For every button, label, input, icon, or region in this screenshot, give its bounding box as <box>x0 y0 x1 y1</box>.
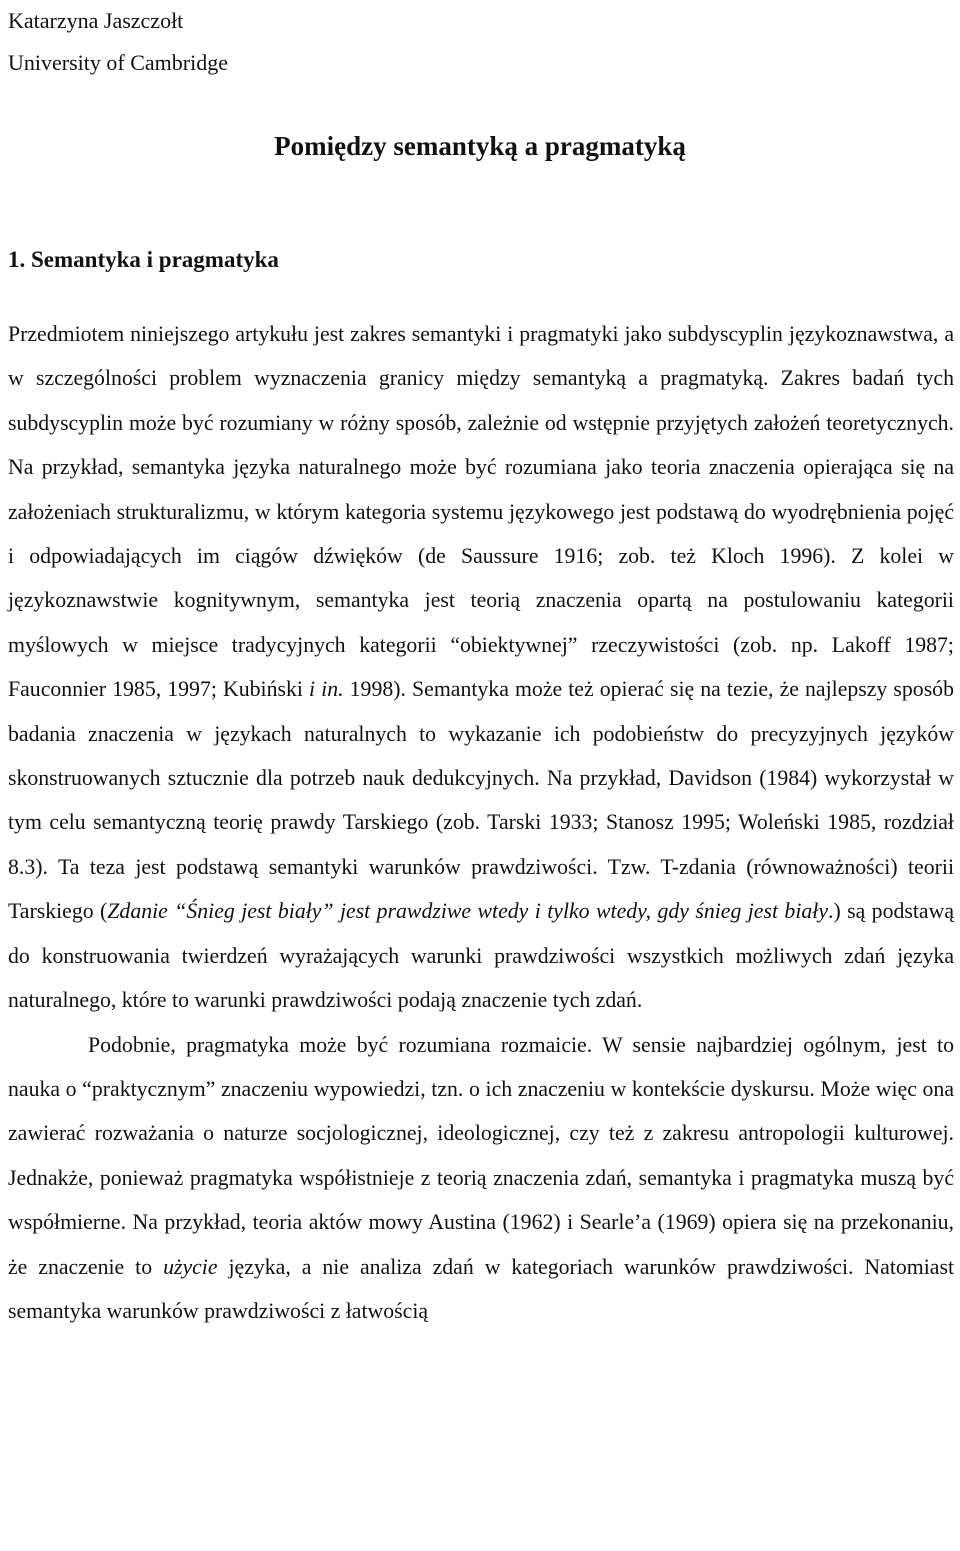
paragraph-1-italic-b: Zdanie “Śnieg jest biały” jest prawdziwe wtedy i tylko wtedy, gdy śnieg jest biały <box>107 899 828 924</box>
paragraph-2-italic: użycie <box>163 1254 218 1279</box>
paragraph-1 <box>8 312 954 1023</box>
paragraph-1-text-a: Przedmiotem niniejszego artykułu jest zakres semantyki i pragmatyki jako subdyscyplin językoznawstwa, a w szczególności problem wyznaczenia granicy między semantyką a pragmatyką. Zakres badań tych subdyscyplin może być rozumiany w różny sposób, zależnie od wstępnie przyjętych założeń teoretycznych. Na przykład, semantyka języka naturalnego może być rozumiana jako teoria znaczenia opierająca się na założeniach strukturalizmu, w którym kategoria systemu językowego jest podstawą do wyodrębnienia pojęć i odpowiadających im ciągów dźwięków (de Saussure 1916; zob. też Kloch 1996). Z kolei w językoznawstwie kognitywnym, semantyka jest teorią znaczenia opartą na postulowaniu kategorii myślowych w miejsce tradycyjnych kategorii “obiektywnej” rzeczywistości (zob. np. Lakoff 1987; Fauconnier 1985, 1997; Kubiński <box>8 322 954 702</box>
paragraph-2 <box>8 1023 954 1334</box>
paragraph-1-italic-a: i in. <box>309 677 344 702</box>
page-title: Pomiędzy semantyką a pragmatyką <box>274 131 686 161</box>
paragraph-1-text-b: 1998). Semantyka może też opierać się na tezie, że najlepszy sposób badania znaczenia w językach naturalnych to wykazanie ich podobieństw do precyzyjnych języków skonstruowanych sztucznie dla potrzeb nauk dedukcyjnych. Na przykład, Davidson (1984) wykorzystał w tym celu semantyczną teorię prawdy Tarskiego (zob. Tarski 1933; Stanosz 1995; Woleński 1985, rozdział 8.3). Ta teza jest podstawą semantyki warunków prawdziwości. Tzw. T-zdania (równoważności) teorii Tarskiego ( <box>8 677 954 924</box>
author-name: Katarzyna Jaszczołt <box>8 8 184 33</box>
body-text <box>8 312 954 1333</box>
paragraph-1-text-c: .) są podstawą do konstruowania twierdzeń wyrażających warunki prawdziwości wszystkich możliwych zdań języka naturalnego, które to warunki prawdziwości podają znaczenie tych zdań. <box>8 899 954 1013</box>
section-heading: 1. Semantyka i pragmatyka <box>8 247 279 272</box>
paragraph-2-text-a: Podobnie, pragmatyka może być rozumiana rozmaicie. W sensie najbardziej ogólnym, jest to nauka o “praktycznym” znaczeniu wypowiedzi, tzn. o ich znaczeniu w kontekście dyskursu. Może więc ona zawierać rozważania o naturze socjologicznej, ideologicznej, czy też z zakresu antropologii kulturowej. Jednakże, ponieważ pragmatyka współistnieje z teorią znaczenia zdań, semantyka i pragmatyka muszą być współmierne. Na przykład, teoria aktów mowy Austina (1962) i Searle’a (1969) opiera się na przekonaniu, że znaczenie to <box>8 1032 954 1279</box>
author-affiliation: University of Cambridge <box>8 50 228 75</box>
paragraph-2-text-b: języka, a nie analiza zdań w kategoriach warunków prawdziwości. Natomiast semantyka warunków prawdziwości z łatwością <box>8 1254 955 1323</box>
author-block <box>8 0 228 84</box>
